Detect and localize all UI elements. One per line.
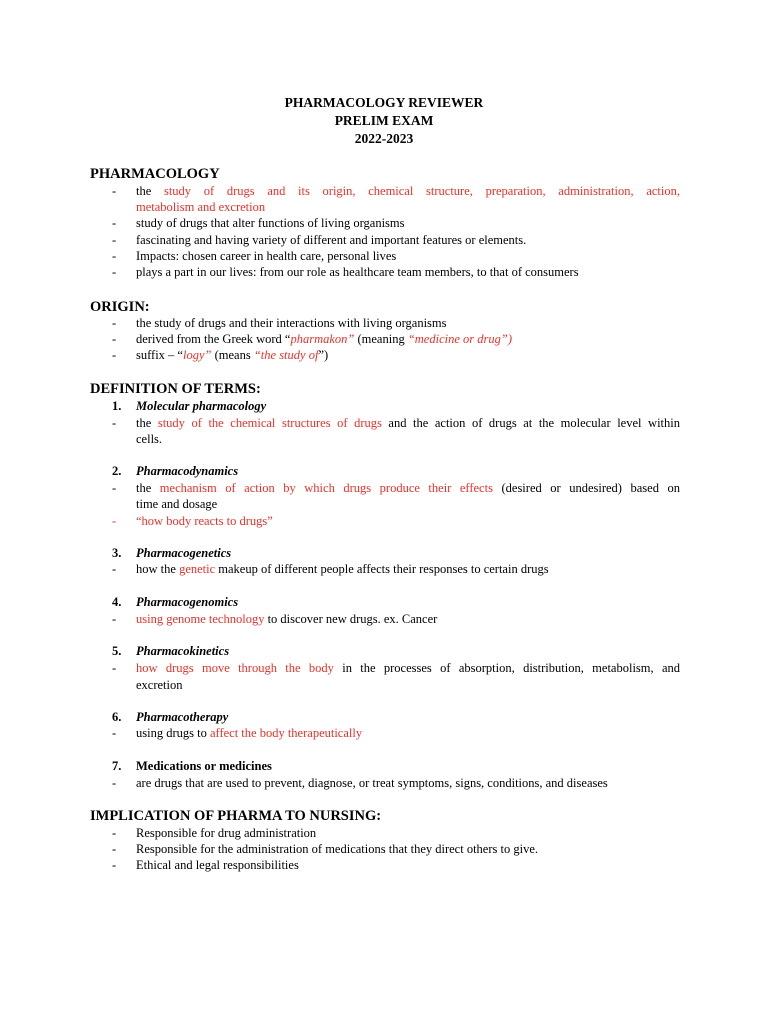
highlight-text: pharmakon” (290, 332, 355, 346)
list-item (112, 183, 680, 199)
list-item (112, 660, 680, 676)
list-item (112, 232, 680, 248)
text-span: the (136, 184, 164, 198)
text-span: the (136, 416, 158, 430)
section-heading-origin: ORIGIN: (90, 299, 150, 315)
list-item (112, 315, 680, 331)
bullet-text (136, 331, 680, 347)
term-title: Pharmacogenetics (136, 546, 232, 560)
list-item-continuation (112, 677, 680, 693)
bullet-dash: - (112, 249, 117, 263)
bullet-dash: - (112, 348, 117, 362)
list-item-continuation (112, 496, 680, 512)
bullet-dash: - (112, 612, 117, 626)
list-item (112, 215, 680, 231)
bullet-text: plays a part in our lives: from our role as healthcare team members, to that of consumers (136, 265, 579, 279)
highlight-text: “how body reacts to drugs” (136, 514, 273, 528)
bullet-text: cells. (136, 432, 163, 446)
highlight-text: “the study of (253, 348, 319, 362)
section-heading-nursing: IMPLICATION OF PHARMA TO NURSING: (90, 808, 382, 824)
bullet-dash: - (112, 233, 117, 247)
bullet-dash: - (112, 842, 117, 856)
text-span: in the processes of absorption, distribution, metabolism, and (333, 661, 681, 675)
bullet-dash: - (112, 184, 117, 198)
list-item (112, 857, 680, 873)
term-title: Pharmacogenomics (136, 595, 239, 609)
text-span: derived from the Greek word “ (136, 332, 291, 346)
bullet-dash: - (112, 661, 117, 675)
text-span: the (136, 481, 160, 495)
highlight-text: how drugs move through the body (136, 661, 334, 675)
bullet-text (136, 725, 680, 741)
text-span: suffix – “ (136, 348, 183, 362)
highlight-text: logy” (183, 348, 212, 362)
term-title-pharmacodynamics (112, 463, 238, 479)
highlight-text: study of the chemical structures of drugs (157, 416, 382, 430)
bullet-dash: - (112, 416, 117, 430)
document-title: PHARMACOLOGY REVIEWER (284, 95, 484, 110)
bullet-dash: - (112, 776, 117, 790)
bullet-dash: - (112, 562, 117, 576)
bullet-text: time and dosage (136, 497, 218, 511)
bullet-dash: - (112, 826, 117, 840)
list-item (112, 841, 680, 857)
bullet-dash: - (112, 332, 117, 346)
term-number: 1. (112, 399, 122, 413)
section-heading-definitions: DEFINITION OF TERMS: (90, 381, 261, 397)
school-year: 2022-2023 (354, 131, 414, 146)
term-title-molecular-pharmacology (112, 398, 266, 414)
text-span: how the (136, 562, 180, 576)
highlight-text: “medicine or drug”) (407, 332, 512, 346)
term-number: 2. (112, 464, 122, 478)
text-span: (desired or undesired) based on (492, 481, 680, 495)
term-number: 6. (112, 710, 122, 724)
bullet-text: study of drugs that alter functions of living organisms (136, 216, 405, 230)
term-title-pharmacogenomics (112, 594, 238, 610)
bullet-text: Responsible for drug administration (136, 826, 317, 840)
term-title: Pharmacotherapy (136, 710, 229, 724)
bullet-text (136, 561, 680, 577)
term-title: Pharmacokinetics (136, 644, 230, 658)
bullet-dash: - (112, 481, 117, 495)
list-item (112, 825, 680, 841)
list-item (112, 347, 680, 363)
bullet-text: are drugs that are used to prevent, diagnose, or treat symptoms, signs, conditions, and diseases (136, 776, 608, 790)
term-number: 5. (112, 644, 122, 658)
term-title-medications (112, 758, 272, 774)
bullet-text: Impacts: chosen career in health care, personal lives (136, 249, 397, 263)
text-span: (means (211, 348, 254, 362)
list-item (112, 513, 680, 529)
term-number: 3. (112, 546, 122, 560)
bullet-dash: - (112, 316, 117, 330)
list-item (112, 725, 680, 741)
list-item (112, 775, 680, 791)
bullet-text: excretion (136, 678, 183, 692)
bullet-text (136, 347, 680, 363)
highlight-text: affect the body therapeutically (209, 726, 363, 740)
list-item (112, 561, 680, 577)
bullet-text: the study of drugs and their interactions with living organisms (136, 316, 447, 330)
list-item (112, 331, 680, 347)
highlight-text: genetic (179, 562, 216, 576)
bullet-dash: - (112, 265, 117, 279)
text-span: and the action of drugs at the molecular level within (381, 416, 680, 430)
term-title: Medications or medicines (136, 759, 272, 773)
list-item (112, 415, 680, 431)
exam-subtitle: PRELIM EXAM (334, 113, 434, 128)
bullet-text (136, 660, 680, 676)
text-span: ”) (318, 348, 329, 362)
term-title: Pharmacodynamics (136, 464, 239, 478)
bullet-text (136, 183, 680, 199)
bullet-text: Ethical and legal responsibilities (136, 858, 299, 872)
text-span: using drugs to (136, 726, 210, 740)
highlight-text: mechanism of action by which drugs produce their effects (159, 481, 493, 495)
bullet-dash: - (112, 514, 117, 528)
bullet-dash: - (112, 858, 117, 872)
text-span: makeup of different people affects their responses to certain drugs (215, 562, 549, 576)
text-span: (meaning (354, 332, 408, 346)
bullet-text (136, 415, 680, 431)
section-heading-pharmacology: PHARMACOLOGY (90, 166, 220, 182)
bullet-text (136, 611, 680, 627)
term-number: 7. (112, 759, 122, 773)
list-item (112, 248, 680, 264)
bullet-text (136, 480, 680, 496)
highlight-text: study of drugs and its origin, chemical structure, preparation, administration, action, (163, 184, 680, 198)
highlight-text: using genome technology (136, 612, 265, 626)
term-title-pharmacogenetics (112, 545, 231, 561)
term-title-pharmacokinetics (112, 643, 229, 659)
list-item (112, 480, 680, 496)
term-title: Molecular pharmacology (136, 399, 267, 413)
list-item (112, 611, 680, 627)
list-item-continuation (112, 199, 680, 215)
bullet-text: Responsible for the administration of medications that they direct others to give. (136, 842, 538, 856)
text-span: to discover new drugs. ex. Cancer (264, 612, 438, 626)
highlight-text: metabolism and excretion (136, 200, 266, 214)
list-item-continuation (112, 431, 680, 447)
bullet-text: fascinating and having variety of different and important features or elements. (136, 233, 527, 247)
bullet-dash: - (112, 216, 117, 230)
term-title-pharmacotherapy (112, 709, 228, 725)
list-item (112, 264, 680, 280)
bullet-dash: - (112, 726, 117, 740)
term-number: 4. (112, 595, 122, 609)
